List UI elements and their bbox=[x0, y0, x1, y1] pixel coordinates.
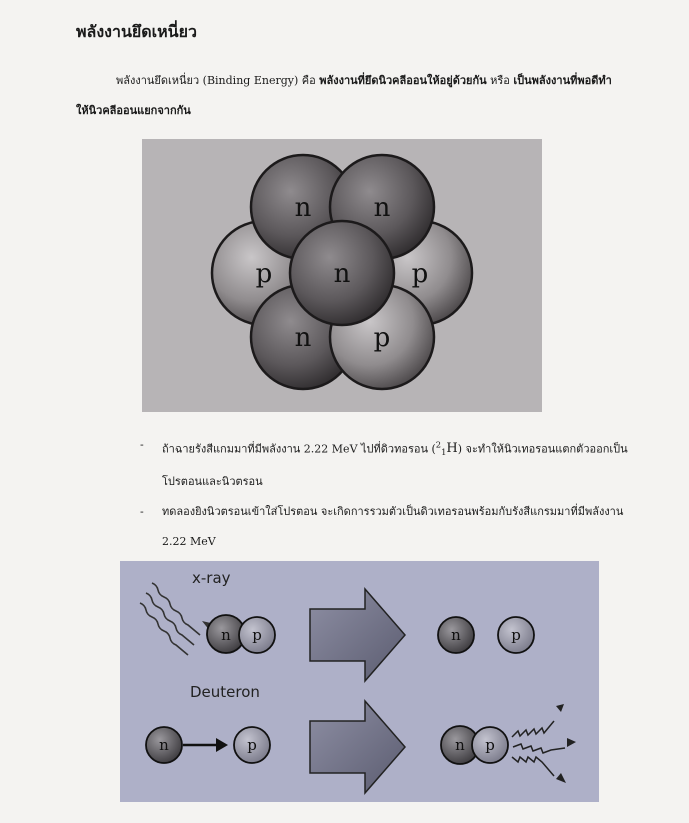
reaction-diagram bbox=[120, 561, 599, 802]
top-left-p-label: p bbox=[252, 626, 262, 644]
label-bottom-left: n bbox=[294, 323, 312, 353]
bottom-left-n-label: n bbox=[159, 736, 169, 754]
definition-paragraph bbox=[76, 66, 621, 126]
gamma-rays bbox=[512, 721, 565, 776]
nucleus-diagram bbox=[142, 139, 542, 412]
top-right-p-label: p bbox=[511, 626, 521, 644]
bullet-2-text: ทดลองยิงนิวตรอนเข้าใส่โปรตอน จะเกิดการรวมตัวเป็นดิวเทอรอนพร้อมกับรังสีแกรมมาที่มีพลังงาน 2.22 MeV bbox=[162, 505, 624, 549]
element-symbol: H bbox=[446, 441, 458, 457]
bottom-right-p-label: p bbox=[485, 736, 495, 754]
xray-waves bbox=[140, 583, 200, 655]
nucleus-figure bbox=[142, 139, 542, 412]
atomic-number: 1 bbox=[441, 447, 447, 458]
gamma-arrowhead-3 bbox=[556, 773, 566, 783]
mass-number: 2 bbox=[435, 440, 442, 450]
top-left-n-label: n bbox=[221, 626, 231, 644]
bottom-left-p-label: p bbox=[247, 736, 257, 754]
bullet-dash: - bbox=[140, 438, 144, 451]
top-reaction-arrow bbox=[310, 589, 405, 681]
bottom-reaction-arrow bbox=[310, 701, 405, 793]
reaction-figure bbox=[120, 561, 599, 802]
bullet-list bbox=[140, 430, 640, 557]
label-center: n bbox=[333, 259, 351, 289]
page-title: พลังงานยึดเหนี่ยว bbox=[76, 22, 197, 41]
gamma-arrowhead-2 bbox=[567, 738, 576, 747]
top-right-n-label: n bbox=[451, 626, 461, 644]
gamma-arrowhead-1 bbox=[556, 704, 564, 712]
label-top-left: n bbox=[294, 193, 312, 223]
bullet-item-1 bbox=[140, 430, 640, 497]
definition-bold-1: พลังงานที่ยึดนิวคลีออนให้อยู่ด้วยกัน bbox=[319, 74, 487, 87]
xray-label: x-ray bbox=[192, 569, 231, 587]
label-bottom-right: p bbox=[373, 323, 391, 353]
bullet-dash: - bbox=[140, 505, 144, 519]
definition-mid: หรือ bbox=[486, 74, 514, 87]
definition-bold-2: เป็นพลังงานที่พอดีทำให้นิวคลีออนแยกจากกัน bbox=[76, 74, 612, 117]
deuterium-notation bbox=[435, 440, 458, 458]
deuteron-label: Deuteron bbox=[190, 683, 260, 701]
bottom-right-n-label: n bbox=[455, 736, 465, 754]
label-right: p bbox=[411, 259, 429, 289]
bullet-item-2 bbox=[140, 497, 640, 557]
bullet-1-text-a: ถ้าฉายรังสีแกมมาที่มีพลังงาน 2.22 MeV ไปที่ดิวทอรอน ( bbox=[162, 442, 436, 456]
neutron-arrow-head bbox=[216, 738, 228, 752]
bullet-1-text-b: ) จะทำให้นิวเทอรอนแตกตัวออกเป็นโปรตอนและนิวตรอน bbox=[162, 442, 628, 489]
label-top-right: n bbox=[373, 193, 391, 223]
definition-intro: พลังงานยึดเหนี่ยว (Binding Energy) คือ bbox=[116, 74, 320, 87]
label-left: p bbox=[255, 259, 273, 289]
